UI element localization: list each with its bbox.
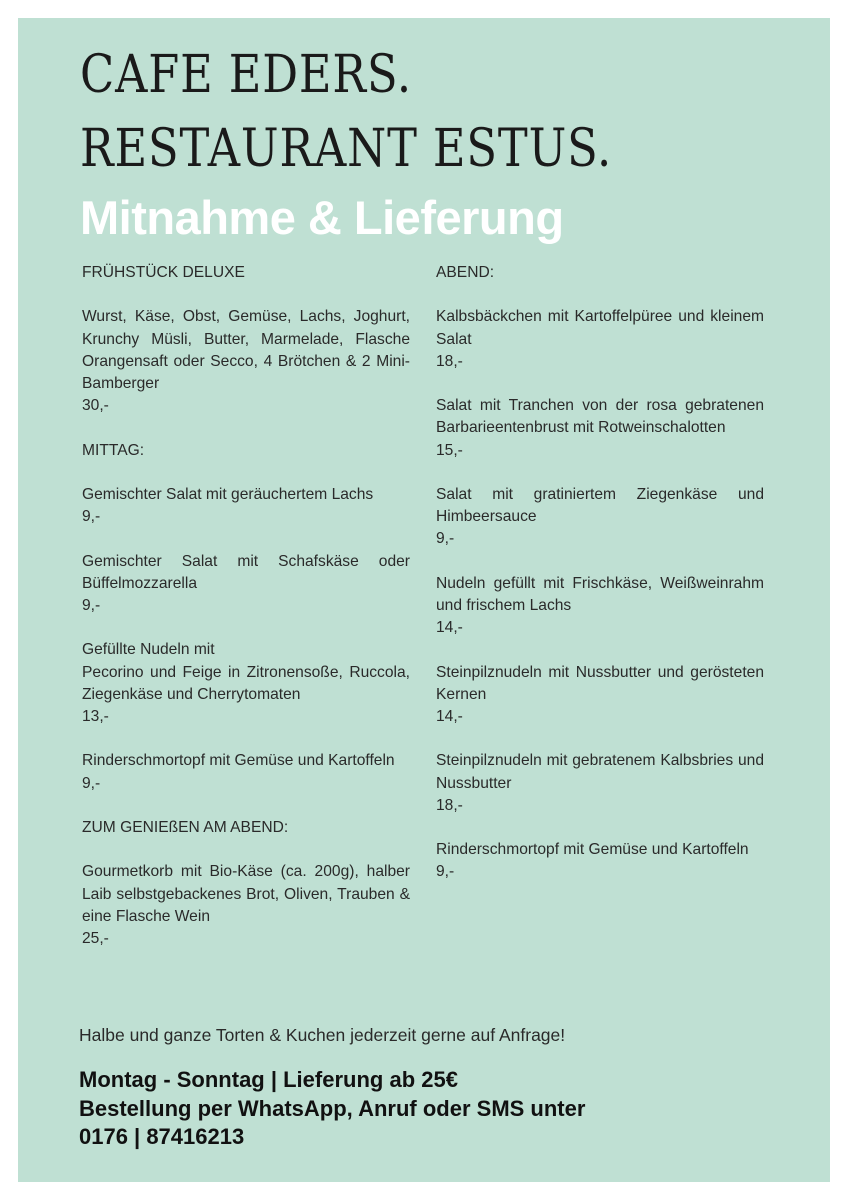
menu-item-description: Steinpilznudeln mit Nussbutter und gerösteten Kernen <box>436 663 764 703</box>
menu-item-description: Wurst, Käse, Obst, Gemüse, Lachs, Joghurt, Krunchy Müsli, Butter, Marmelade, Flasche Orangensaft oder Secco, 4 Brötchen & 2 Mini-Bamberger <box>82 308 410 392</box>
menu-item <box>436 750 764 817</box>
menu-item-description: Salat mit gratiniertem Ziegenkäse und Himbeersauce <box>436 485 764 526</box>
menu-item-price: 13,- <box>82 707 109 725</box>
menu-item-price: 15,- <box>436 441 463 459</box>
menu-item-description-detail: Pecorino und Feige in Zitronensoße, Ruccola, Ziegenkäse und Cherrytomaten <box>82 663 410 703</box>
menu-item <box>436 839 764 883</box>
menu-item <box>82 484 410 528</box>
menu-item-price: 9,- <box>436 863 455 881</box>
section-heading-mittag: MITTAG: <box>82 441 145 459</box>
menu-item <box>436 484 764 551</box>
menu-item-description: Nudeln gefüllt mit Frischkäse, Weißweinrahm und frischem Lachs <box>436 574 764 614</box>
menu-item-description: Kalbsbäckchen mit Kartoffelpüree und kleinem Salat <box>436 308 764 348</box>
menu-item <box>82 750 410 794</box>
menu-item-description: Rinderschmortopf mit Gemüse und Kartoffeln <box>82 752 395 770</box>
menu-item <box>436 306 764 373</box>
menu-item <box>436 573 764 640</box>
menu-item-description: Gourmetkorb mit Bio-Käse (ca. 200g), halber Laib selbstgebackenes Brot, Oliven, Trauben & eine Flasche Wein <box>82 863 410 925</box>
menu-item-price: 30,- <box>82 397 109 415</box>
menu-item-price: 18,- <box>436 796 463 814</box>
menu-item-description: Salat mit Tranchen von der rosa gebratenen Barbarieentenbrust mit Rotweinschalotten <box>436 397 764 437</box>
menu-item-price: 9,- <box>82 774 101 792</box>
menu-item-price: 14,- <box>436 707 463 725</box>
restaurant-title: RESTAURANT ESTUS. <box>80 119 613 179</box>
menu-item-description: Steinpilznudeln mit gebratenem Kalbsbries und Nussbutter <box>436 752 764 792</box>
cakes-note: Halbe und ganze Torten & Kuchen jederzeit gerne auf Anfrage! <box>79 1025 566 1045</box>
service-subtitle: Mitnahme & Lieferung <box>80 191 564 244</box>
menu-item-price: 18,- <box>436 352 463 370</box>
menu-item-description: Gefüllte Nudeln mit <box>82 641 215 659</box>
menu-item <box>82 861 410 950</box>
menu-item <box>82 306 410 417</box>
order-methods-line: Bestellung per WhatsApp, Anruf oder SMS unter <box>79 1095 586 1121</box>
menu-item-price: 9,- <box>436 530 455 548</box>
right-column <box>436 262 764 884</box>
left-column <box>82 262 410 950</box>
menu-item-description: Gemischter Salat mit geräuchertem Lachs <box>82 485 374 503</box>
opening-delivery-line: Montag - Sonntag | Lieferung ab 25€ <box>79 1067 458 1092</box>
menu-item-price: 25,- <box>82 929 109 947</box>
menu-item-price: 9,- <box>82 508 101 526</box>
menu-item-price: 14,- <box>436 619 463 637</box>
menu-item <box>82 551 410 618</box>
section-heading-fruehstueck: FRÜHSTÜCK DELUXE <box>82 264 245 281</box>
section-heading-abend: ABEND: <box>436 264 495 281</box>
order-info <box>79 1066 585 1152</box>
menu-item-price: 9,- <box>82 596 101 614</box>
menu-item <box>82 639 410 728</box>
menu-item-description: Gemischter Salat mit Schafskäse oder Büffelmozzarella <box>82 552 410 592</box>
section-heading-genuss: ZUM GENIEßEN AM ABEND: <box>82 818 289 836</box>
cafe-title: CAFE EDERS. <box>80 45 412 105</box>
menu-item <box>436 662 764 729</box>
phone-number: 0176 | 87416213 <box>79 1124 245 1149</box>
menu-item <box>436 395 764 462</box>
menu-item-description: Rinderschmortopf mit Gemüse und Kartoffeln <box>436 841 749 859</box>
